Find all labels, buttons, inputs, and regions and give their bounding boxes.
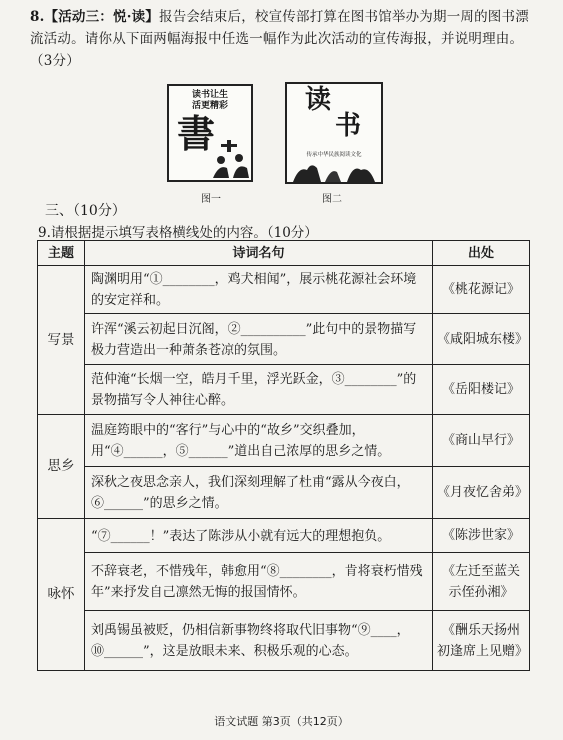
verse-cell: 范仲淹“长烟一空，皓月千里，浮光跃金，③________”的景物描写令人神往心醉。	[85, 365, 433, 415]
poster-two	[285, 82, 383, 184]
theme-cell: 写景	[38, 266, 85, 415]
table-row	[38, 611, 530, 671]
header-verse: 诗词名句	[85, 241, 433, 266]
verse-cell: 深秋之夜思念亲人，我们深刻理解了杜甫“露从今夜白，⑥______”的思乡之情。	[85, 467, 433, 519]
poster-two-char-1: 读	[305, 85, 332, 115]
table-row	[38, 415, 530, 467]
scholars-illustration	[291, 158, 379, 182]
table-row	[38, 519, 530, 553]
table-row	[38, 314, 530, 365]
posters-area	[0, 84, 563, 205]
source-cell: 《陈涉世家》	[433, 519, 530, 553]
table-row	[38, 266, 530, 314]
table-row	[38, 467, 530, 519]
question-8-label: 8.【活动三：悦·读】	[30, 9, 159, 25]
poster-one-slogan: 读书让生活更精彩	[191, 90, 228, 111]
source-cell: 《商山早行》	[433, 415, 530, 467]
question-8-text: 报告会结束后，校宣传部打算在图书馆举办为期一周的图书漂流活动。请你从下面两幅海报中任选一幅作为此次活动的宣传海报，并说明理由。（3分）	[30, 9, 529, 69]
reading-figures-illustration	[209, 138, 251, 180]
source-cell: 《酬乐天扬州初逢席上见赠》	[433, 611, 530, 671]
poster-one-calligraphy: 書	[177, 111, 216, 156]
source-cell: 《咸阳城东楼》	[433, 314, 530, 365]
verse-cell: 许浑“溪云初起日沉阁，②__________”此句中的景物描写极力营造出一种萧条苍凉的氛围。	[85, 314, 433, 365]
poster-one	[167, 84, 253, 182]
source-cell: 《月夜忆舍弟》	[433, 467, 530, 519]
table-header-row	[38, 241, 530, 266]
theme-cell: 咏怀	[38, 519, 85, 671]
question-8	[30, 6, 535, 72]
table-row	[38, 365, 530, 415]
verse-cell: 刘禹锡虽被贬，仍相信新事物终将取代旧事物“⑨____，⑩______”，这是放眼未来、积极乐观的心态。	[85, 611, 433, 671]
figure-one-caption: 图一	[201, 194, 221, 205]
section-three-heading: 三、（10分）	[45, 203, 126, 219]
question-9: 9.请根据提示填写表格横线处的内容。（10分）	[38, 225, 318, 241]
header-theme: 主题	[38, 241, 85, 266]
source-cell: 《左迁至蓝关示侄孙湘》	[433, 553, 530, 611]
verse-cell: “⑦______！”表达了陈涉从小就有远大的理想抱负。	[85, 519, 433, 553]
table-row	[38, 553, 530, 611]
header-source: 出处	[433, 241, 530, 266]
source-cell: 《桃花源记》	[433, 266, 530, 314]
poster-two-char-2: 书	[335, 111, 362, 141]
figure-two-caption: 图二	[322, 194, 342, 205]
verse-cell: 陶渊明用“①________，鸡犬相闻”，展示桃花源社会环境的安定祥和。	[85, 266, 433, 314]
verse-cell: 温庭筠眼中的“客行”与心中的“故乡”交织叠加，用“④______，⑤______”道出自己浓厚的思乡之情。	[85, 415, 433, 467]
page-footer: 语文试题 第3页（共12页）	[214, 715, 349, 728]
poster-two-caption: 传承中华民族阅读文化	[306, 152, 362, 158]
source-cell: 《岳阳楼记》	[433, 365, 530, 415]
poetry-table	[37, 240, 530, 671]
verse-cell: 不辞衰老，不惜残年，韩愈用“⑧________，肯将衰朽惜残年”来抒发自己凛然无悔的报国情怀。	[85, 553, 433, 611]
theme-cell: 思乡	[38, 415, 85, 519]
